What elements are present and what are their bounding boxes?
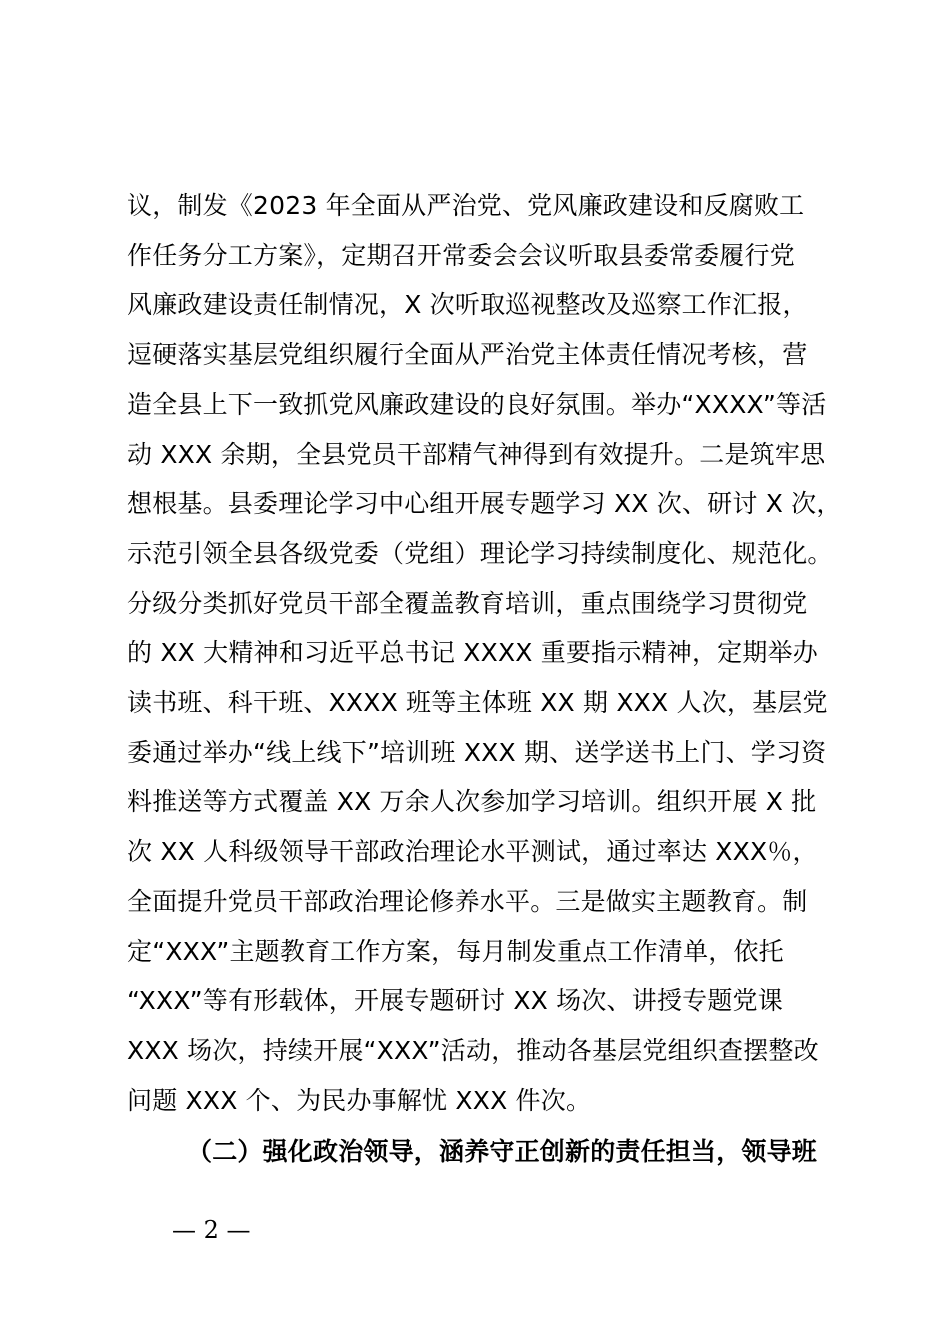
text-line: 作任务分工方案》，定期召开常委会会议听取县委常委履行党 bbox=[127, 240, 795, 270]
text-line: 全面提升党员干部政治理论修养水平。三是做实主题教育。制 bbox=[127, 886, 808, 916]
text-line: “XXX”等有形载体，开展专题研讨 XX 场次、讲授专题党课 bbox=[127, 986, 783, 1016]
text-line: XXX 场次，持续开展“XXX”活动，推动各基层党组织查摆整改 bbox=[127, 1035, 819, 1065]
page-number: — 2 — bbox=[172, 1216, 251, 1244]
text-line: 动 XXX 余期，全县党员干部精气神得到有效提升。二是筑牢思 bbox=[127, 439, 826, 469]
text-line: 料推送等方式覆盖 XX 万余人次参加学习培训。组织开展 X 批 bbox=[127, 787, 817, 817]
text-line: 分级分类抓好党员干部全覆盖教育培训，重点围绕学习贯彻党 bbox=[127, 588, 808, 618]
text-line: 示范引领全县各级党委（党组）理论学习持续制度化、规范化。 bbox=[127, 538, 833, 568]
text-line: 次 XX 人科级领导干部政治理论水平测试，通过率达 XXX％， bbox=[127, 837, 818, 867]
text-line: 委通过举办“线上线下”培训班 XXX 期、送学送书上门、学习资 bbox=[127, 737, 827, 767]
text-line: 想根基。县委理论学习中心组开展专题学习 XX 次、研讨 X 次， bbox=[127, 489, 842, 519]
text-line: 的 XX 大精神和习近平总书记 XXXX 重要指示精神，定期举办 bbox=[127, 638, 818, 668]
text-line: 定“XXX”主题教育工作方案，每月制发重点工作清单，依托 bbox=[127, 936, 784, 966]
text-line: 造全县上下一致抓党风廉政建设的良好氛围。举办“XXXX”等活 bbox=[127, 389, 827, 419]
text-line: 问题 XXX 个、为民办事解忧 XXX 件次。 bbox=[127, 1085, 592, 1115]
text-line: 读书班、科干班、XXXX 班等主体班 XX 期 XXX 人次，基层党 bbox=[127, 688, 828, 717]
text-line: 议，制发《2023 年全面从严治党、党风廉政建设和反腐败工 bbox=[127, 191, 805, 220]
text-line: 逗硬落实基层党组织履行全面从严治党主体责任情况考核，营 bbox=[127, 340, 808, 370]
text-line: 风廉政建设责任制情况，X 次听取巡视整改及巡察工作汇报， bbox=[127, 290, 808, 320]
section-heading: （二）强化政治领导，涵养守正创新的责任担当，领导班 bbox=[187, 1137, 818, 1166]
